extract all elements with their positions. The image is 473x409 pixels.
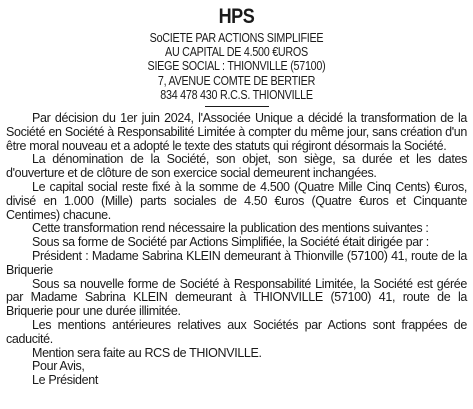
paragraph-unchanged: La dénomination de la Société, son objet, son siège, sa durée et les dates d'ouverture et de clôture de son exercice social demeurent inchangées. [6,152,467,181]
header-divider [205,106,269,107]
paragraph-prior-mentions: Les mentions antérieures relatives aux Sociétés par Actions sont frappées de caducité. [6,317,467,346]
paragraph-former-form: Sous sa forme de Société par Actions Simplifiée, la Société était dirigée par : [32,235,429,250]
company-seat: SIEGE SOCIAL : THIONVILLE (57100) [147,59,326,74]
company-address: 7, AVENUE COMTE DE BERTIER [157,73,316,88]
paragraph-capital: Le capital social reste fixé à la somme de 4.500 (Quatre Mille Cinq Cents) €uros, divisé en 1.000 (Mille) parts sociales de 4.50 €uros (Quatre €uros et Cinquante Centimes) chacune. [6,180,467,222]
company-form: SoCIETE PAR ACTIONS SIMPLIFIEE [149,31,324,45]
sign-off: Pour Avis, [32,359,85,374]
company-capital: AU CAPITAL DE 4.500 €UROS [165,45,308,60]
company-registration: 834 478 430 R.C.S. THIONVILLE [160,87,313,102]
paragraph-new-form: Sous sa nouvelle forme de Société à Responsabilité Limitée, la Société est gérée par Madame Sabrina KLEIN demeurant à THIONVILLE (57100) 41, route de la Briquerie pour une durée illimitée. [6,276,467,319]
company-details [6,31,467,102]
signatory: Le Président [32,373,98,388]
paragraph-transformation: Par décision du 1er juin 2024, l'Associée Unique a décidé la transformation de la Société en Société à Responsabilité Limitée à compter du même jour, sans création d'un être moral nouveau et a adopté le texte des statuts qui régiront désormais la Société. [6,111,467,153]
notice-body [6,112,467,388]
paragraph-president: Président : Madame Sabrina KLEIN demeurant à Thionville (57100) 41, route de la Briquerie [6,248,467,277]
paragraph-rcs: Mention sera faite au RCS de THIONVILLE. [32,345,262,360]
paragraph-publication: Cette transformation rend nécessaire la publication des mentions suivantes : [32,221,429,236]
company-name: HPS [218,5,255,28]
